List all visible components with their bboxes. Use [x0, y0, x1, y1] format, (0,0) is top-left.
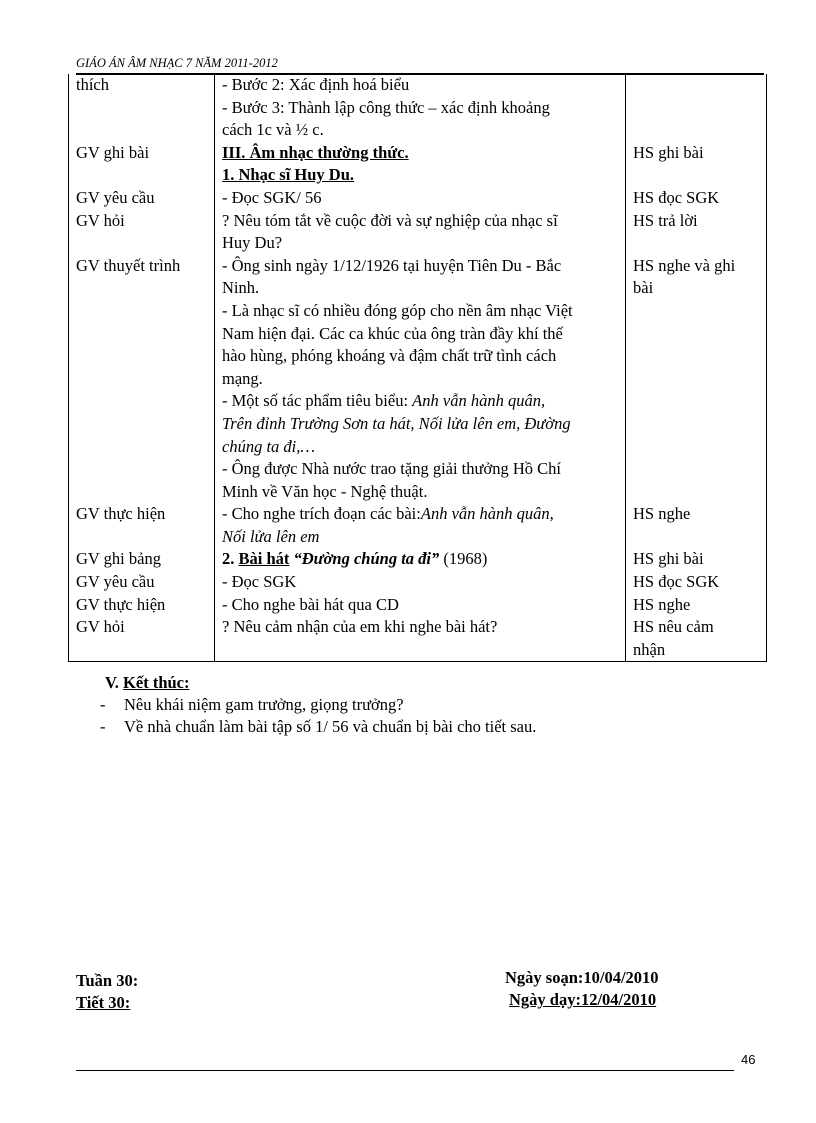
- table-row: [69, 255, 767, 504]
- student-activity-cell: [626, 210, 767, 255]
- student-activity-cell: [626, 616, 767, 662]
- cell-line: [222, 345, 618, 368]
- footer-rule: [76, 1070, 734, 1071]
- line-italic: Anh vẫn hành quân,: [420, 504, 554, 524]
- student-activity-cell: [626, 255, 767, 504]
- prepared-date: Ngày soạn:10/04/2010: [505, 968, 659, 987]
- line-italic: chúng ta đi,…: [222, 436, 316, 456]
- student-activity-cell: [626, 503, 767, 548]
- teacher-activity-cell: [69, 187, 215, 210]
- cell-line: GV thuyết trình: [76, 255, 181, 275]
- line-text: - Ông sinh ngày 1/12/1926 tại huyện Tiên Du - Bắc: [222, 255, 562, 275]
- ending-item: [100, 716, 536, 738]
- line-text: - Một số tác phẩm tiêu biểu:: [222, 391, 413, 411]
- ending-heading: [105, 673, 190, 693]
- cell-line: [222, 119, 618, 142]
- student-activity-cell: [626, 594, 767, 617]
- cell-line: [222, 390, 618, 413]
- cell-line: GV thực hiện: [76, 504, 166, 524]
- line-italic: Nối lửa lên em: [222, 526, 320, 546]
- cell-line: HS ghi bài: [633, 549, 704, 569]
- week-label: Tuần 30:: [76, 971, 139, 990]
- cell-line: HS nghe và ghi: [633, 255, 736, 275]
- cell-line: HS trả lời: [633, 210, 698, 230]
- line-text: - Cho nghe bài hát qua CD: [222, 594, 399, 614]
- cell-line: HS đọc SGK: [633, 187, 720, 207]
- cell-line: nhận: [633, 639, 666, 659]
- teacher-activity-cell: [69, 616, 215, 662]
- student-activity-cell: [626, 74, 767, 142]
- cell-line: [222, 503, 618, 526]
- content-cell: [215, 594, 626, 617]
- ending-prefix: V.: [105, 673, 124, 692]
- line-text: - Bước 3: Thành lập công thức – xác định khoảng: [222, 97, 550, 117]
- table-row: [69, 142, 767, 187]
- teacher-activity-cell: [69, 594, 215, 617]
- ending-title: Kết thúc:: [123, 673, 190, 692]
- line-text: - Cho nghe trích đoạn các bài:: [222, 504, 421, 524]
- cell-line: [222, 164, 618, 187]
- cell-line: GV ghi bài: [76, 142, 150, 162]
- song-title: “Đường chúng ta đi”: [289, 549, 440, 569]
- teacher-activity-cell: [69, 255, 215, 504]
- cell-line: [222, 142, 618, 165]
- cell-line: [222, 458, 618, 481]
- teacher-activity-cell: [69, 142, 215, 187]
- content-cell: [215, 503, 626, 548]
- taught-date: Ngày dạy:12/04/2010: [509, 990, 657, 1009]
- ending-item-text: Nêu khái niệm gam trưởng, giọng trưởng?: [124, 695, 404, 714]
- line-text: 1. Nhạc sĩ Huy Du.: [222, 165, 355, 185]
- cell-line: [222, 277, 618, 300]
- line-tail: (1968): [439, 549, 488, 569]
- cell-line: [222, 481, 618, 504]
- cell-line: [222, 436, 618, 459]
- line-underlined: Bài hát: [238, 549, 290, 569]
- line-italic: Anh vẫn hành quân,: [412, 391, 546, 411]
- list-dash: -: [100, 717, 106, 736]
- table-row: [69, 616, 767, 662]
- content-cell: [215, 548, 626, 571]
- teacher-activity-cell: [69, 571, 215, 594]
- line-text: III. Âm nhạc thường thức.: [222, 142, 409, 162]
- line-text: hào hùng, phóng khoáng và đậm chất trữ tình cách: [222, 346, 557, 366]
- line-text: - Là nhạc sĩ có nhiều đóng góp cho nền âm nhạc Việt: [222, 300, 573, 320]
- cell-line: GV yêu cầu: [76, 187, 155, 207]
- line-text: - Đọc SGK/ 56: [222, 187, 322, 207]
- content-cell: [215, 187, 626, 210]
- line-text: - Đọc SGK: [222, 572, 297, 592]
- line-text: Minh về Văn học - Nghệ thuật.: [222, 481, 428, 501]
- content-cell: [215, 74, 626, 142]
- student-activity-cell: [626, 142, 767, 187]
- line-italic: Trên đỉnh Trường Sơn ta hát, Nối lửa lên em, Đường: [222, 413, 571, 433]
- cell-line: thích: [76, 75, 109, 94]
- cell-line: HS ghi bài: [633, 142, 704, 162]
- teacher-activity-cell: [69, 74, 215, 142]
- table-row: [69, 571, 767, 594]
- cell-line: GV yêu cầu: [76, 572, 155, 592]
- content-cell: [215, 210, 626, 255]
- cell-line: HS nghe: [633, 504, 691, 524]
- teacher-activity-cell: [69, 503, 215, 548]
- page-number: 46: [741, 1052, 756, 1067]
- line-text: Ninh.: [222, 278, 260, 298]
- content-cell: [215, 571, 626, 594]
- teacher-activity-cell: [69, 210, 215, 255]
- ending-item: [100, 694, 536, 716]
- student-activity-cell: [626, 571, 767, 594]
- cell-line: [222, 548, 618, 571]
- teacher-activity-cell: [69, 548, 215, 571]
- header-title: GIÁO ÁN ÂM NHẠC 7 NĂM 2011-2012: [76, 56, 278, 70]
- line-text: ? Nêu cảm nhận của em khi nghe bài hát?: [222, 617, 498, 637]
- content-cell: [215, 616, 626, 662]
- student-activity-cell: [626, 548, 767, 571]
- cell-line: [222, 232, 618, 255]
- cell-line: GV hỏi: [76, 617, 125, 637]
- date-info: [505, 967, 659, 1011]
- table-row: [69, 594, 767, 617]
- table-row: [69, 74, 767, 142]
- cell-line: GV hỏi: [76, 210, 125, 230]
- content-cell: [215, 255, 626, 504]
- cell-line: [222, 74, 618, 97]
- cell-line: [222, 255, 618, 278]
- line-text: mạng.: [222, 368, 263, 388]
- table-row: [69, 210, 767, 255]
- ending-list: [100, 694, 536, 738]
- line-text: 2.: [222, 549, 239, 569]
- week-info: [76, 970, 138, 1014]
- cell-line: [222, 368, 618, 391]
- cell-line: HS đọc SGK: [633, 572, 720, 592]
- cell-line: GV ghi bảng: [76, 549, 161, 569]
- content-cell: [215, 142, 626, 187]
- lesson-table: [68, 74, 767, 662]
- cell-line: [222, 97, 618, 120]
- page-header: [76, 53, 764, 75]
- table-row: [69, 503, 767, 548]
- table-row: [69, 187, 767, 210]
- lesson-table-body: [69, 74, 767, 662]
- cell-line: [222, 616, 618, 639]
- cell-line: HS nêu cảm: [633, 617, 714, 637]
- table-row: [69, 548, 767, 571]
- period-label: Tiết 30:: [76, 993, 131, 1012]
- line-text: cách 1c và ½ c.: [222, 120, 324, 140]
- list-dash: -: [100, 695, 106, 714]
- cell-line: [222, 571, 618, 594]
- cell-line: [222, 526, 618, 549]
- cell-line: [222, 413, 618, 436]
- ending-item-text: Về nhà chuẩn làm bài tập số 1/ 56 và chuẩn bị bài cho tiết sau.: [124, 717, 537, 736]
- line-text: Nam hiện đại. Các ca khúc của ông tràn đầy khí thế: [222, 323, 563, 343]
- cell-line: bài: [633, 278, 654, 298]
- cell-line: [222, 210, 618, 233]
- line-text: Huy Du?: [222, 233, 283, 253]
- cell-line: [222, 594, 618, 617]
- cell-line: [222, 323, 618, 346]
- line-text: - Ông được Nhà nước trao tặng giải thưởng Hồ Chí: [222, 459, 561, 479]
- line-text: - Bước 2: Xác định hoá biểu: [222, 75, 410, 94]
- line-text: ? Nêu tóm tắt về cuộc đời và sự nghiệp của nhạc sĩ: [222, 210, 558, 230]
- cell-line: [222, 300, 618, 323]
- cell-line: [222, 187, 618, 210]
- student-activity-cell: [626, 187, 767, 210]
- cell-line: GV thực hiện: [76, 594, 166, 614]
- cell-line: HS nghe: [633, 594, 691, 614]
